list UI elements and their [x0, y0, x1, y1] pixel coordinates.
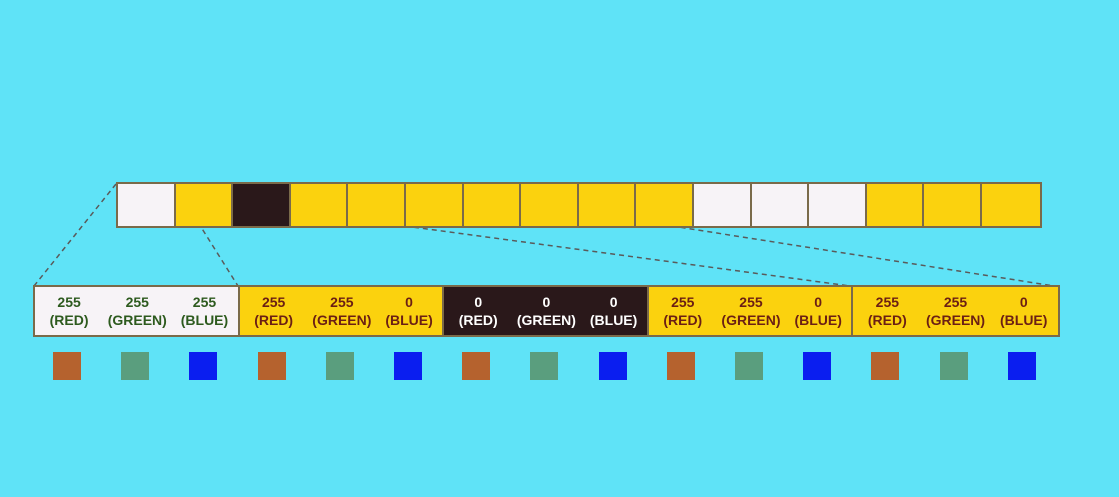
- channel-cell: [921, 287, 989, 335]
- channel-cell: [649, 287, 717, 335]
- channel-cell: [512, 287, 580, 335]
- swatch-blue: [599, 352, 627, 380]
- swatch-slot: [33, 352, 101, 380]
- channel-value: 0: [814, 294, 823, 310]
- channel-value: 255: [125, 294, 149, 310]
- swatch-red: [258, 352, 286, 380]
- swatch-slot: [919, 352, 987, 380]
- pixel-cell: [521, 184, 579, 226]
- swatch-blue: [803, 352, 831, 380]
- channel-value: 255: [330, 294, 354, 310]
- swatch-red: [53, 352, 81, 380]
- channel-value: 0: [474, 294, 483, 310]
- pixel-cell: [694, 184, 752, 226]
- channel-value: 255: [739, 294, 763, 310]
- channel-label: (GREEN): [107, 312, 167, 328]
- zoom-line-left-first: [34, 184, 116, 286]
- channel-cell: [853, 287, 921, 335]
- swatch-slot: [783, 352, 851, 380]
- channel-label: (BLUE): [589, 312, 638, 328]
- channel-cell: [376, 287, 444, 335]
- channel-value: 255: [943, 294, 968, 310]
- swatch-green: [530, 352, 558, 380]
- swatch-slot: [988, 352, 1056, 380]
- pixel-cell: [233, 184, 291, 226]
- swatch-slot: [238, 352, 306, 380]
- swatch-red: [462, 352, 490, 380]
- channel-label: (RED): [49, 312, 89, 328]
- swatch-green: [735, 352, 763, 380]
- pixel-cell: [176, 184, 234, 226]
- swatch-red: [667, 352, 695, 380]
- swatch-slot: [169, 352, 237, 380]
- channel-value: 0: [405, 294, 413, 310]
- channel-value: 255: [57, 294, 81, 310]
- swatch-red: [871, 352, 899, 380]
- channel-value: 255: [671, 294, 695, 310]
- channel-label: (RED): [254, 312, 294, 328]
- channel-label: (BLUE): [385, 312, 433, 328]
- channel-cell: [308, 287, 376, 335]
- pixel-cell: [752, 184, 810, 226]
- channel-label: (GREEN): [925, 312, 986, 328]
- channel-label: (BLUE): [1000, 312, 1048, 328]
- swatch-slot: [442, 352, 510, 380]
- swatch-green: [121, 352, 149, 380]
- channel-label: (RED): [458, 312, 498, 328]
- channel-label: (RED): [867, 312, 907, 328]
- channel-cell: [990, 287, 1058, 335]
- channel-label: (GREEN): [312, 312, 372, 328]
- swatch-slot: [306, 352, 374, 380]
- channel-cell: [785, 287, 853, 335]
- swatch-slot: [715, 352, 783, 380]
- swatch-slot: [101, 352, 169, 380]
- zoom-line-right-second: [405, 226, 850, 286]
- channel-value: 255: [192, 294, 217, 310]
- pixel-strip: [116, 182, 1042, 228]
- pixel-cell: [809, 184, 867, 226]
- channel-cell: [171, 287, 239, 335]
- swatch-slot: [647, 352, 715, 380]
- channel-cell: [444, 287, 512, 335]
- swatch-blue: [189, 352, 217, 380]
- swatch-slot: [579, 352, 647, 380]
- pixel-cell: [118, 184, 176, 226]
- pixel-cell: [406, 184, 464, 226]
- channel-label: (BLUE): [180, 312, 229, 328]
- swatch-blue: [394, 352, 422, 380]
- pixel-cell: [579, 184, 637, 226]
- channel-cell: [103, 287, 171, 335]
- channel-label: (GREEN): [721, 312, 781, 328]
- channel-cell: [35, 287, 103, 335]
- channel-cell: [581, 287, 649, 335]
- channel-value: 255: [875, 294, 900, 310]
- pixel-cell: [924, 184, 982, 226]
- swatch-row: [33, 352, 1056, 380]
- swatch-slot: [510, 352, 578, 380]
- channel-label: (BLUE): [794, 312, 842, 328]
- swatch-slot: [851, 352, 919, 380]
- channel-cell: [717, 287, 785, 335]
- swatch-slot: [374, 352, 442, 380]
- channel-strip: [33, 285, 1060, 337]
- channel-value: 255: [261, 294, 286, 310]
- pixel-cell: [982, 184, 1040, 226]
- pixel-cell: [348, 184, 406, 226]
- channel-value: 0: [542, 294, 551, 310]
- swatch-green: [940, 352, 968, 380]
- channel-cell: [240, 287, 308, 335]
- channel-value: 0: [1019, 294, 1028, 310]
- channel-value: 0: [609, 294, 618, 310]
- pixel-cell: [291, 184, 349, 226]
- channel-label: (GREEN): [516, 312, 576, 328]
- pixel-cell: [464, 184, 522, 226]
- swatch-green: [326, 352, 354, 380]
- pixel-cell: [867, 184, 925, 226]
- channel-label: (RED): [663, 312, 703, 328]
- swatch-blue: [1008, 352, 1036, 380]
- pixel-cell: [636, 184, 694, 226]
